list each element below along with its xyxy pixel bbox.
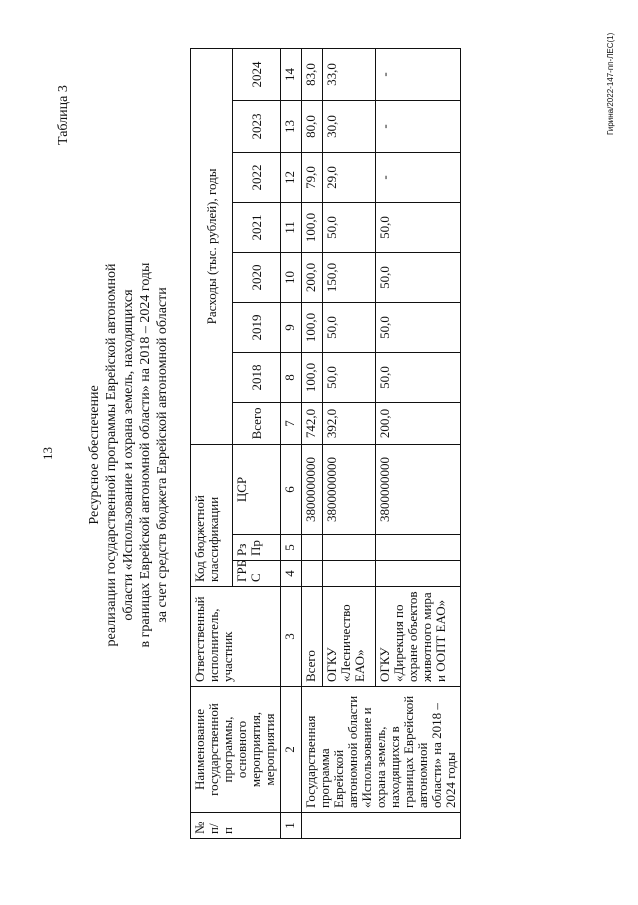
header-year: 2020	[233, 252, 281, 302]
column-number: 4	[281, 561, 302, 587]
value-cell: 100,0	[302, 302, 323, 352]
row-number-cell	[302, 813, 461, 839]
header-expenses: Расходы (тыс. рублей), годы	[191, 48, 233, 444]
grbs-cell	[302, 561, 323, 587]
header-row	[191, 48, 233, 838]
value-cell: 50,0	[323, 352, 376, 402]
total-cell: 200,0	[376, 402, 461, 444]
total-cell: 742,0	[302, 402, 323, 444]
grbs-cell	[323, 561, 376, 587]
header-year: 2022	[233, 152, 281, 202]
header-year: 2021	[233, 202, 281, 252]
header-rzpr: Рз Пр	[233, 535, 281, 561]
grbs-cell	[376, 561, 461, 587]
title-line: за счет средств бюджета Еврейской автономной области	[155, 287, 170, 623]
header-year: 2023	[233, 100, 281, 152]
rzpr-cell	[376, 535, 461, 561]
header-total: Всего	[233, 402, 281, 444]
value-cell: -	[376, 152, 461, 202]
column-number: 2	[281, 687, 302, 813]
column-number-row	[281, 48, 302, 838]
column-number: 14	[281, 48, 302, 100]
column-number: 6	[281, 444, 302, 534]
header-csr: ЦСР	[233, 444, 281, 534]
column-number: 5	[281, 535, 302, 561]
executor-cell: Всего	[302, 587, 323, 687]
executor-cell: ОГКУ «Дирекция по охране объектов животного мира и ООПТ ЕАО»	[376, 587, 461, 687]
table-number: Таблица 3	[56, 85, 71, 145]
column-number: 10	[281, 252, 302, 302]
column-number: 7	[281, 402, 302, 444]
value-cell: 50,0	[376, 302, 461, 352]
header-num: № п/п	[191, 813, 281, 839]
header-name: Наименование государственной программы, основного мероприятия, мероприятия	[191, 687, 281, 813]
header-executor: Ответственный исполнитель, участник	[191, 587, 281, 687]
header-year: 2024	[233, 48, 281, 100]
header-year: 2018	[233, 352, 281, 402]
value-cell: 83,0	[302, 48, 323, 100]
page-number: 13	[40, 447, 55, 460]
value-cell: -	[376, 100, 461, 152]
value-cell: 100,0	[302, 202, 323, 252]
table-row	[302, 48, 323, 838]
resource-table	[190, 48, 461, 839]
column-number: 12	[281, 152, 302, 202]
title-line: реализации государственной программы Еврейской автономной	[104, 263, 119, 647]
value-cell: 50,0	[323, 302, 376, 352]
column-number: 13	[281, 100, 302, 152]
header-year: 2019	[233, 302, 281, 352]
document-title	[86, 195, 171, 715]
csr-cell: 3800000000	[302, 444, 323, 534]
value-cell: 150,0	[323, 252, 376, 302]
header-budget-code: Код бюджетной классификации	[191, 444, 233, 586]
column-number: 9	[281, 302, 302, 352]
csr-cell: 3800000000	[323, 444, 376, 534]
value-cell: 100,0	[302, 352, 323, 402]
value-cell: 33,0	[323, 48, 376, 100]
value-cell: 50,0	[323, 202, 376, 252]
executor-cell: ОГКУ «Лесничество ЕАО»	[323, 587, 376, 687]
value-cell: 29,0	[323, 152, 376, 202]
value-cell: 79,0	[302, 152, 323, 202]
value-cell: 80,0	[302, 100, 323, 152]
column-number: 3	[281, 587, 302, 687]
header-grbs: ГРБ С	[233, 561, 281, 587]
csr-cell: 3800000000	[376, 444, 461, 534]
value-cell: 200,0	[302, 252, 323, 302]
title-line: Ресурсное обеспечение	[87, 385, 102, 525]
value-cell: 50,0	[376, 352, 461, 402]
column-number: 11	[281, 202, 302, 252]
document-footer-code: Гирина/2022-147-пп-ЛЕС(1)	[606, 32, 615, 135]
title-line: в границах Еврейской автономной области» на 2018 – 2024 годы	[138, 262, 153, 648]
program-name: Государственная программа Еврейской автономной области «Использование и охрана земель, находящихся в границах Еврейской автономной области» на 2018 – 2024 годы	[302, 687, 461, 813]
title-line: области «Использование и охрана земель, находящихся	[121, 289, 136, 621]
value-cell: 50,0	[376, 202, 461, 252]
value-cell: -	[376, 48, 461, 100]
rzpr-cell	[302, 535, 323, 561]
value-cell: 50,0	[376, 252, 461, 302]
total-cell: 392,0	[323, 402, 376, 444]
column-number: 8	[281, 352, 302, 402]
value-cell: 30,0	[323, 100, 376, 152]
rzpr-cell	[323, 535, 376, 561]
column-number: 1	[281, 813, 302, 839]
